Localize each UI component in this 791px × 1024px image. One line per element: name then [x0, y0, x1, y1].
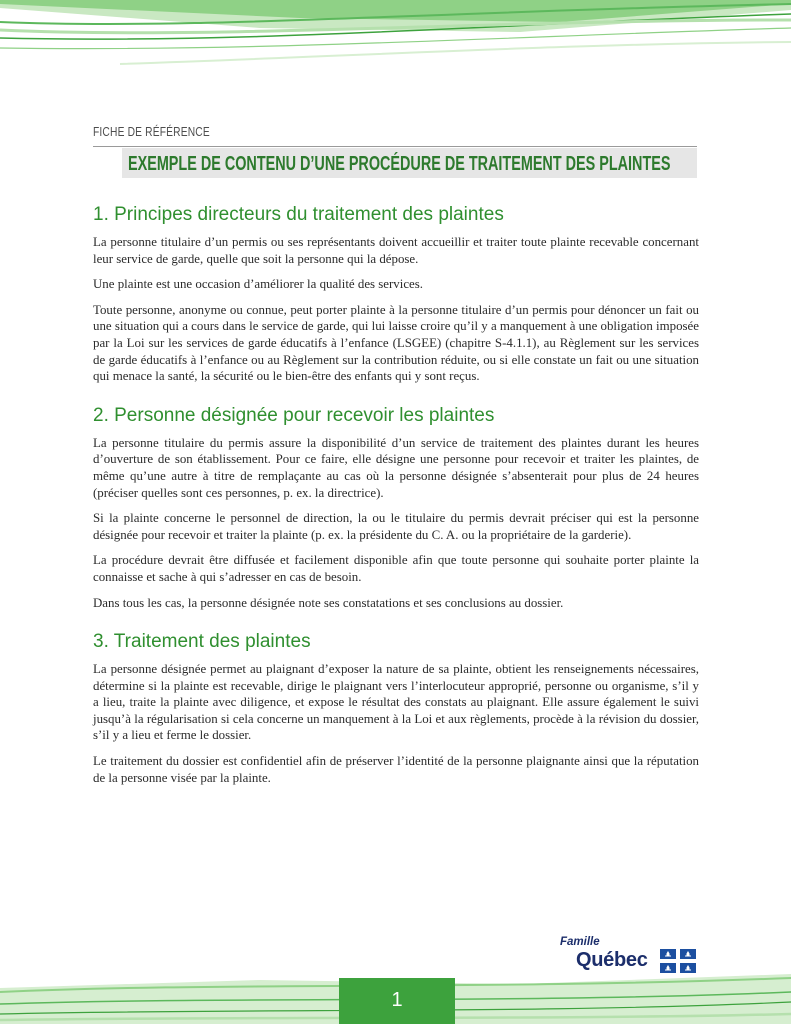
section-traitement [93, 629, 699, 786]
top-decorative-band [0, 0, 791, 75]
logo-quebec-text: Québec [576, 949, 648, 971]
logo-famille-text: Famille [560, 936, 600, 948]
paragraph: Si la plainte concerne le personnel de direction, la ou le titulaire du permis devrait préciser qui est la personne désignée pour recevoir et traiter la plainte (p. ex. la présidente du C. A. ou la propriétaire de la garderie). [93, 511, 699, 542]
section-heading: 2. Personne désignée pour recevoir les plaintes [93, 404, 495, 426]
section-principes [93, 202, 699, 385]
section-heading: 3. Traitement des plaintes [93, 631, 311, 653]
section-heading: 1. Principes directeurs du traitement des plaintes [93, 204, 504, 225]
header-divider [93, 146, 697, 147]
paragraph: Dans tous les cas, la personne désignée note ses constatations et ses conclusions au dossier. [93, 595, 564, 610]
paragraph: La personne désignée permet au plaignant d’exposer la nature de sa plainte, obtient les renseignements nécessaires, détermine si la plainte est recevable, dirige le plaignant vers l’interlocuteur approprié, personne ou organisme, s’il y a lieu, traite la plainte avec diligence, et expose le résultat des constats au plaignant. Elle assure également le suivi jusqu’à la régularisation si cela concerne un manquement à la Loi et aux règlements, procède à la révision du dossier, s’il y a lieu et ferme le dossier. [93, 662, 699, 743]
paragraph: Une plainte est une occasion d’améliorer la qualité des services. [93, 277, 424, 292]
paragraph: La personne titulaire d’un permis ou ses représentants doivent accueillir et traiter toute plainte recevable concernant leur service de garde, quelle que soit la personne qui la dépose. [93, 235, 699, 266]
paragraph: Toute personne, anonyme ou connue, peut porter plainte à la personne titulaire d’un permis pour dénoncer un fait ou une situation qui a cours dans le service de garde, qui lui laisse croire qu’il y a manquement à une obligation imposée par la Loi sur les services de garde éducatifs à l’enfance (LSGEE) (chapitre S-4.1.1), au Règlement sur les services de garde éducatifs à l’enfance ou au Règlement sur la contribution réduite, ou si elle constate un fait ou une situation qui menace la santé, la sécurité ou le bien-être des enfants qui y sont reçus. [93, 302, 699, 384]
reference-sheet-label: FICHE DE RÉFÉRENCE [93, 125, 210, 139]
document-body [93, 202, 699, 804]
document-title: EXEMPLE DE CONTENU D’UNE PROCÉDURE DE TRAITEMENT DES PLAINTES [128, 153, 671, 175]
paragraph: Le traitement du dossier est confidentiel afin de préserver l’identité de la personne plaignante ainsi que la réputation de la personne visée par la plainte. [93, 754, 699, 785]
paragraph: La procédure devrait être diffusée et facilement disponible afin que toute personne qui souhaite porter plainte la connaisse et sache à qui s’adresser en cas de besoin. [93, 553, 699, 584]
page-number: 1 [391, 989, 403, 1011]
paragraph: La personne titulaire du permis assure la disponibilité d’un service de traitement des plaintes durant les heures d’ouverture de son établissement. Pour ce faire, elle désigne une personne pour recevoir et traiter les plaintes, de même qu’une autre à titre de remplaçante au cas où la personne désignée s’absenterait pour plus de 24 heures (préciser quelles sont ces personnes, p. ex. la directrice). [93, 435, 699, 500]
section-personne-designee [93, 403, 699, 611]
